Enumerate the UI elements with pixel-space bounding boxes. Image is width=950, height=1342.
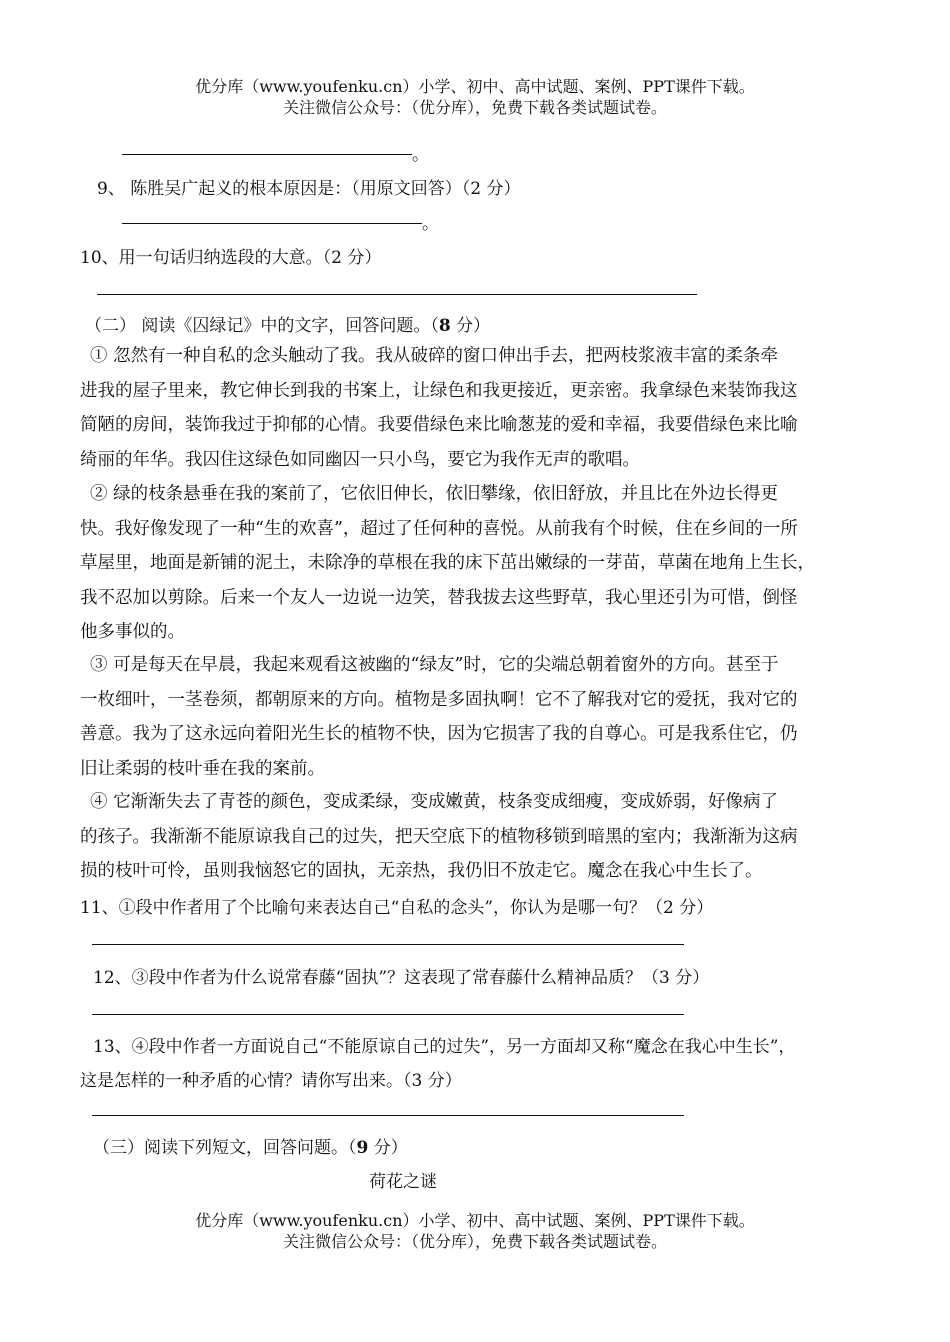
- answer-line-q12[interactable]: [92, 1014, 684, 1015]
- paragraph-line: 损的枝叶可怜，虽则我恼怒它的固执，无亲热，我仍旧不放走它。魔念在我心中生长了。: [80, 861, 763, 881]
- section-2-heading: [85, 311, 490, 336]
- answer-line-q8[interactable]: [122, 154, 412, 155]
- paragraph-line: 快。我好像发现了一种“生的欢喜”，超过了任何种的喜悦。从前我有个时候，住在乡间的一所: [80, 518, 798, 539]
- paragraph-line: 绮丽的年华。我囚住这绿色如同幽囚一只小鸟，要它为我作无声的歌唱。: [80, 449, 640, 470]
- question-13-line-1: 13、④段中作者一方面说自己“不能原谅自己的过失”，另一方面却又称“魔念在我心中生长”，: [93, 1037, 796, 1057]
- paragraph-line: 草屋里，地面是新铺的泥土，未除净的草根在我的床下茁出嫩绿的一芽苗，草菌在地角上生长，: [80, 553, 815, 573]
- question-13-line-2: 这是怎样的一种矛盾的心情？请你写出来。（3 分）: [80, 1071, 462, 1091]
- paragraph-line: 旧让柔弱的枝叶垂在我的案前。: [80, 758, 325, 779]
- answer-line-q9-end: 。: [422, 214, 439, 234]
- answer-line-q13[interactable]: [92, 1115, 684, 1116]
- section-2-heading-text: （二） 阅读《囚绿记》中的文字，回答问题。（: [85, 316, 439, 336]
- paragraph-line: 我不忍加以剪除。后来一个友人一边说一边笑，替我拔去这些野草，我心里还引为可惜，倒怪: [80, 587, 798, 608]
- header-line-1: 优分库（www.youfenku.cn）小学、初中、高中试题、案例、PPT课件下载。: [195, 77, 755, 96]
- paragraph-line: ② 绿的枝条悬垂在我的案前了，它依旧伸长，依旧攀缘，依旧舒放，并且比在外边长得更: [90, 484, 779, 504]
- question-9: 9、 陈胜吴广起义的根本原因是：（用原文回答）（2 分）: [97, 179, 521, 199]
- question-10: 10、用一句话归纳选段的大意。（2 分）: [80, 248, 382, 268]
- paragraph-line: 的孩子。我渐渐不能原谅我自己的过失，把天空底下的植物移锁到暗黑的室内；我渐渐为这病: [80, 826, 798, 847]
- paragraph-line: 简陋的房间，装饰我过于抑郁的心情。我要借绿色来比喻葱茏的爱和幸福，我要借绿色来比喻: [80, 415, 798, 435]
- section-3-heading-text: （三）阅读下列短文，回答问题。（: [93, 1138, 357, 1158]
- question-11: 11、①段中作者用了个比喻句来表达自己“自私的念头”，你认为是哪一句？（2 分）: [80, 898, 714, 918]
- paragraph-line: ④ 它渐渐失去了青苍的颜色，变成柔绿，变成嫩黄，枝条变成细瘦，变成娇弱，好像病了: [90, 792, 779, 812]
- passage-paragraph-4: [80, 785, 880, 889]
- footer-line-1: 优分库（www.youfenku.cn）小学、初中、高中试题、案例、PPT课件下载。: [195, 1211, 755, 1230]
- paragraph-line: ③ 可是每天在早晨，我起来观看这被幽的“绿友”时，它的尖端总朝着窗外的方向。甚至于: [90, 655, 779, 675]
- section-2-score: 8: [438, 316, 451, 336]
- answer-line-q10[interactable]: [97, 294, 697, 295]
- paragraph-line: 进我的屋子里来，教它伸长到我的书案上，让绿色和我更接近，更亲密。我拿绿色来装饰我这: [80, 380, 798, 401]
- page-header: [0, 76, 950, 118]
- section-3-heading: [93, 1133, 408, 1158]
- paragraph-line: 他多事似的。: [80, 622, 185, 642]
- header-line-2: 关注微信公众号：（优分库），免费下载各类试题试卷。: [282, 98, 667, 117]
- section-3-heading-tail: 分）: [368, 1138, 408, 1158]
- section-2-heading-tail: 分）: [450, 316, 491, 336]
- paragraph-line: 善意。我为了这永远向着阳光生长的植物不快，因为它损害了我的自尊心。可是我系住它，仍: [80, 724, 798, 744]
- paragraph-line: ① 忽然有一种自私的念头触动了我。我从破碎的窗口伸出手去，把两枝浆液丰富的柔条牵: [90, 346, 779, 366]
- answer-line-q8-end: 。: [412, 145, 429, 165]
- article-title: 荷花之谜: [369, 1172, 437, 1192]
- passage-paragraph-2: [80, 477, 880, 650]
- answer-line-q9[interactable]: [122, 223, 422, 224]
- answer-line-q11[interactable]: [92, 944, 684, 945]
- page-footer: [0, 1210, 950, 1252]
- passage-paragraph-1: [80, 339, 880, 477]
- section-3-score: 9: [356, 1138, 369, 1158]
- footer-line-2: 关注微信公众号：（优分库），免费下载各类试题试卷。: [282, 1232, 667, 1251]
- paragraph-line: 一枚细叶，一茎卷须，都朝原来的方向。植物是多固执啊！它不了解我对它的爱抚，我对它的: [80, 689, 798, 710]
- question-12: 12、③段中作者为什么说常春藤“固执”？这表现了常春藤什么精神品质？（3 分）: [93, 968, 710, 988]
- passage-paragraph-3: [80, 648, 880, 786]
